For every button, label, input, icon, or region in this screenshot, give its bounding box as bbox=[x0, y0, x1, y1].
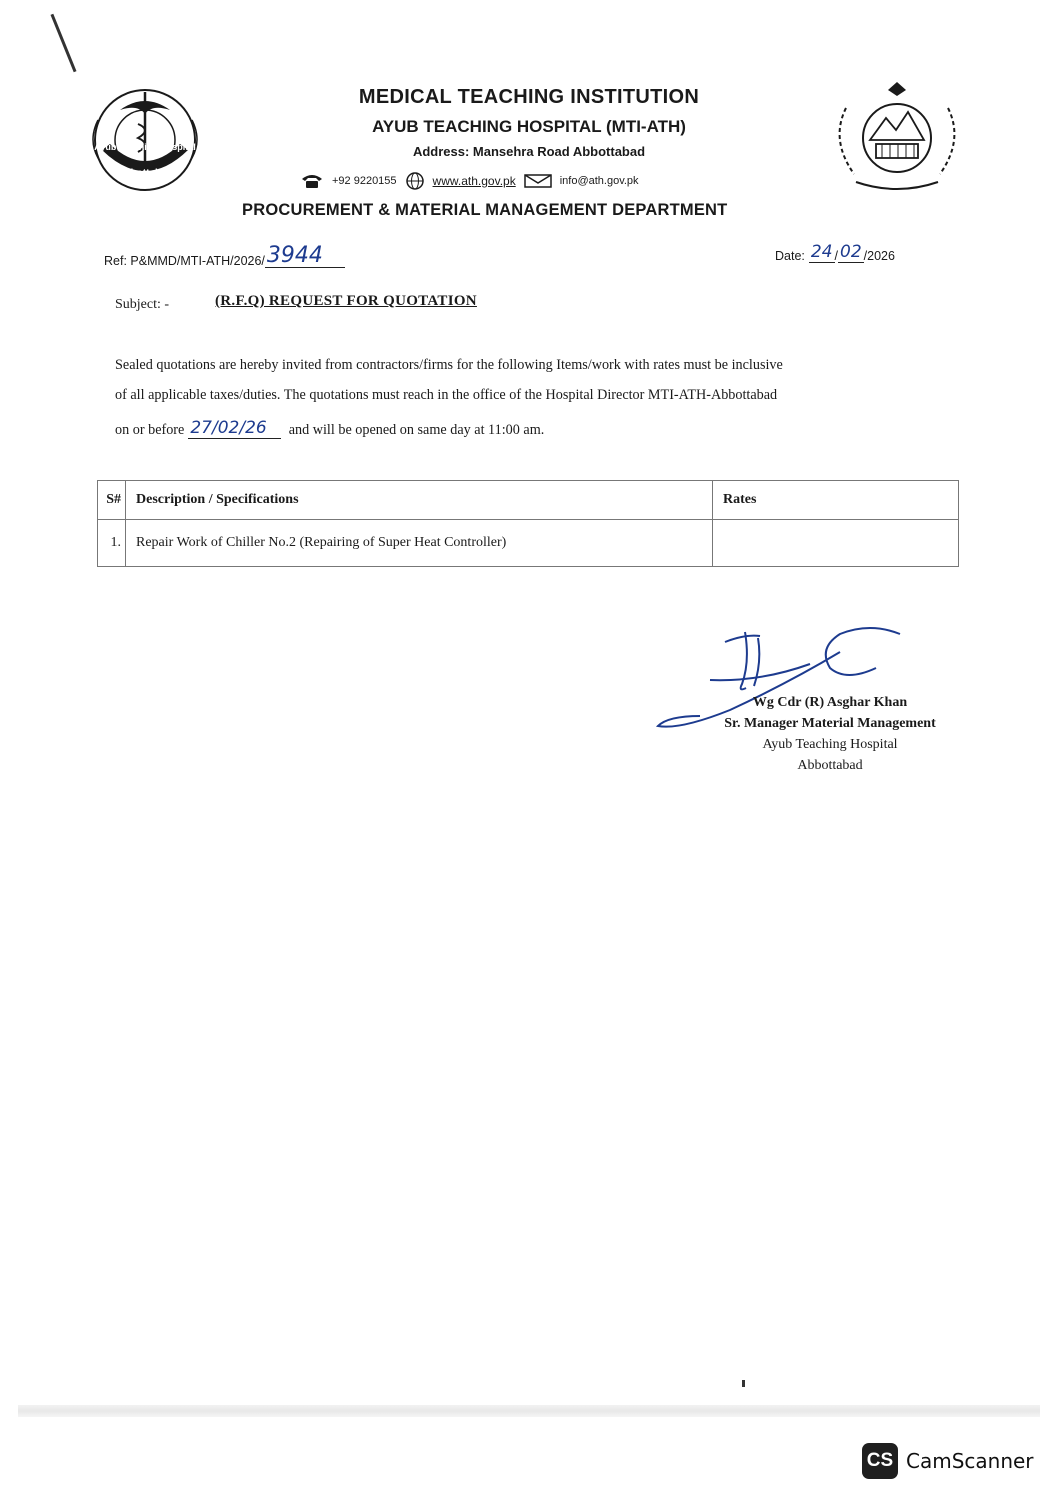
header-sn: S# bbox=[98, 481, 126, 520]
hospital-name: AYUB TEACHING HOSPITAL (MTI-ATH) bbox=[372, 117, 686, 136]
scan-artifact-mark bbox=[50, 14, 76, 73]
row-description: Repair Work of Chiller No.2 (Repairing of Super Heat Controller) bbox=[126, 520, 713, 567]
scan-speck bbox=[742, 1380, 745, 1387]
signatory-org: Ayub Teaching Hospital bbox=[762, 737, 898, 752]
subject-label: Subject: - bbox=[115, 297, 170, 312]
seal-text-bottom: Abbottabad bbox=[117, 168, 173, 179]
due-date-handwritten: 27/02/26 bbox=[188, 418, 280, 439]
body-line-3 bbox=[115, 418, 544, 439]
contact-line bbox=[300, 171, 760, 191]
table-header-row bbox=[98, 481, 959, 520]
seal-text-top: Ayub Teaching Hospital bbox=[94, 142, 196, 152]
body-line-3-before: on or before bbox=[115, 422, 185, 438]
date-line bbox=[775, 242, 895, 263]
row-sn: 1. bbox=[98, 520, 126, 567]
date-separator-2: / bbox=[863, 249, 868, 263]
date-separator-1: / bbox=[834, 249, 839, 263]
department-title: PROCUREMENT & MATERIAL MANAGEMENT DEPARTMENT bbox=[242, 201, 728, 219]
reference-prefix: Ref: P&MMD/MTI-ATH/2026/ bbox=[104, 254, 265, 268]
institution-name: MEDICAL TEACHING INSTITUTION bbox=[358, 86, 700, 108]
body-line-2: of all applicable taxes/duties. The quotations must reach in the office of the Hospital Director MTI-ATH-Abbottabad bbox=[115, 387, 778, 403]
items-table bbox=[97, 480, 959, 567]
date-year: 2026 bbox=[867, 249, 895, 263]
phone-number: +92 9220155 bbox=[332, 175, 397, 187]
date-label: Date: bbox=[775, 249, 805, 263]
scan-bottom-band bbox=[18, 1405, 1040, 1417]
website-link[interactable]: www.ath.gov.pk bbox=[432, 174, 516, 188]
body-line-3-after: and will be opened on same day at 11:00 am. bbox=[288, 422, 545, 438]
reference-line bbox=[104, 245, 345, 268]
email-address[interactable]: info@ath.gov.pk bbox=[559, 175, 639, 187]
header-rates: Rates bbox=[713, 481, 959, 520]
camscanner-watermark bbox=[862, 1443, 1034, 1479]
camscanner-text: CamScanner bbox=[906, 1449, 1034, 1473]
hospital-address: Address: Mansehra Road Abbottabad bbox=[412, 144, 646, 159]
body-line-1: Sealed quotations are hereby invited from contractors/firms for the following Items/work with rates must be inclusive bbox=[115, 357, 783, 373]
telephone-icon bbox=[300, 173, 324, 189]
date-month-handwritten: 02 bbox=[840, 242, 862, 262]
envelope-icon bbox=[524, 174, 552, 188]
signatory-title: Sr. Manager Material Management bbox=[724, 716, 936, 731]
camscanner-logo-icon: CS bbox=[862, 1443, 898, 1479]
subject-text: (R.F.Q) REQUEST FOR QUOTATION bbox=[215, 293, 477, 309]
row-rate bbox=[713, 520, 959, 567]
globe-icon bbox=[405, 172, 425, 190]
header-description: Description / Specifications bbox=[126, 481, 713, 520]
signatory-name: Wg Cdr (R) Asghar Khan bbox=[752, 695, 908, 710]
date-day-handwritten: 24 bbox=[810, 242, 833, 262]
signatory-city: Abbottabad bbox=[797, 758, 863, 773]
reference-number-handwritten: 3944 bbox=[265, 245, 345, 268]
table-row bbox=[98, 520, 959, 567]
